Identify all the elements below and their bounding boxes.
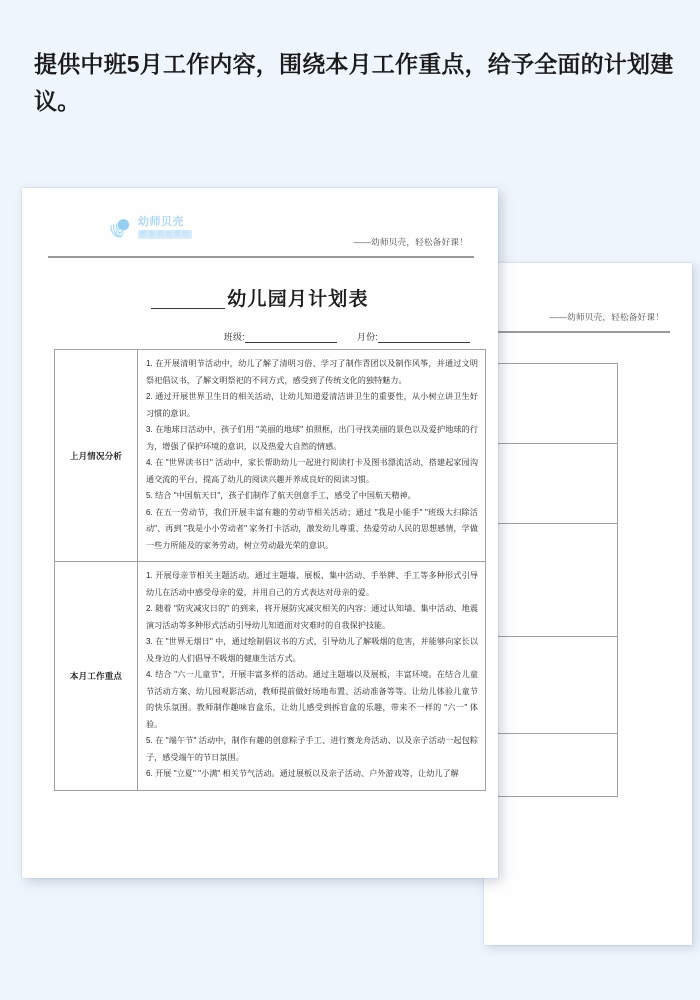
back-row-body	[484, 524, 618, 637]
month-input-blank[interactable]	[378, 332, 470, 343]
class-input-blank[interactable]	[245, 332, 337, 343]
list-item	[484, 709, 610, 726]
title-blank-underline	[151, 288, 225, 309]
list-item	[484, 530, 610, 547]
table-row	[484, 733, 618, 797]
header-rule	[48, 256, 474, 258]
list-item: 2. 通过开展世界卫生日的相关活动，让幼儿知道爱清洁讲卫生的重要性，从小树立讲卫生好习惯的意识。	[146, 392, 478, 418]
letterhead	[46, 206, 474, 262]
document-title-row	[22, 288, 498, 309]
list-item	[484, 756, 610, 773]
row-label-this-month-focus: 本月工作重点	[55, 562, 138, 791]
document-meta-row	[46, 330, 470, 343]
list-item	[484, 387, 610, 404]
prompt-heading: 提供中班5月工作内容，围绕本月工作重点，给予全面的计划建议。	[34, 51, 674, 115]
back-item-list	[484, 450, 610, 516]
list-item	[484, 613, 610, 630]
list-item: 4. 结合 "六一儿童节"，开展丰富多样的活动。通过主题墙以及展板，丰富环境。在结合儿童节活动方案、幼儿园观影活动，教师提前做好场地布置、活动准备等等。让幼儿体验儿童节的快乐氛围。教师制作趣味盲盒乐，让幼儿感受到拆盲盒的乐趣，带来不一样的 "六一" 体验。	[146, 670, 478, 729]
list-item	[484, 676, 610, 693]
list-item	[484, 740, 610, 757]
table-row	[484, 364, 618, 444]
list-item	[484, 580, 610, 597]
table-row	[484, 637, 618, 734]
table-row	[484, 444, 618, 524]
list-item: 5. 在 "端午节" 活动中，制作有趣的创意粽子手工、进行赛龙舟活动、以及亲子活动一起包粽子，感受端午的节日氛围。	[146, 736, 478, 762]
list-item	[484, 450, 610, 467]
back-page-content	[484, 263, 692, 945]
list-item: 6. 在五一劳动节，我们开展丰富有趣的劳动节相关活动；通过 "我是小能手" "班级大扫除活动"、再到 "我是小小劳动者" 家务打卡活动，激发幼儿尊重、热爱劳动人民的思想感情，学做一些力所能及的家务劳动，树立劳动最光荣的意识。	[146, 507, 478, 550]
list-item: 4. 在 "世界读书日" 活动中，家长帮助幼儿一起进行阅读打卡及图书漂流活动，搭建起家园沟通交流的平台，提高了幼儿的阅读兴趣并养成良好的阅读习惯。	[146, 458, 478, 484]
plan-table	[54, 349, 486, 791]
list-item	[484, 773, 610, 790]
item-list	[146, 356, 478, 554]
back-letterhead	[484, 281, 670, 337]
row-label-last-month-analysis: 上月情况分析	[55, 350, 138, 562]
list-item	[484, 547, 610, 564]
back-row-body	[484, 444, 618, 524]
month-field	[357, 330, 470, 343]
list-item: 3. 在 "世界无烟日" 中，通过绘制倡议书的方式，引导幼儿了解吸烟的危害，并能够向家长以及身边的人们倡导不吸烟的健康生活方式。	[146, 637, 478, 663]
list-item	[484, 420, 610, 437]
page-title: 幼儿园月计划表	[227, 289, 369, 310]
list-item: 1. 开展母亲节相关主题活动。通过主题墙、展板、集中活动、手举牌、手工等多种形式引导幼儿在活动中感受母亲的爱，并用自己的方式表达对母亲的爱。	[146, 571, 478, 597]
brand-name: 幼师贝壳	[138, 216, 184, 228]
table-row	[55, 350, 486, 562]
list-item: 5. 结合 "中国航天日"，孩子们制作了航天创意手工，感受了中国航天精神。	[146, 491, 416, 500]
back-slogan: ——幼师贝壳，轻松备好课！	[549, 312, 664, 322]
list-item	[484, 483, 610, 500]
back-row-body	[484, 364, 618, 444]
back-row-body	[484, 733, 618, 797]
document-page-front[interactable]	[22, 188, 498, 878]
brand-logo	[108, 215, 192, 241]
list-item: 3. 在地球日活动中，孩子们用 "美丽的地球" 拍照框，出门寻找美丽的景色以及爱护地球的行为，增强了保护环境的意识，以及热爱大自然的情感。	[146, 425, 478, 451]
brand-wordmark	[138, 217, 192, 239]
list-item	[484, 660, 610, 677]
list-item	[484, 596, 610, 613]
table-row	[484, 524, 618, 637]
document-page-back[interactable]	[484, 263, 692, 945]
row-body-this-month-focus	[138, 562, 486, 791]
back-item-list	[484, 740, 610, 790]
list-item: 6. 开展 "立夏" "小满" 相关节气活动。通过展板以及亲子活动、户外游戏等，让幼儿了解	[146, 769, 459, 778]
class-label: 班级:	[223, 332, 245, 342]
list-item: 2. 随着 "防灾减灾日的" 的到来，将开展防灾减灾相关的内容；通过认知墙、集中活动、地震演习活动等多种形式活动引导幼儿知道面对灾难时的自我保护技能。	[146, 604, 478, 630]
brand-tagline: 教案活动课程	[140, 231, 191, 238]
month-label: 月份:	[356, 332, 378, 342]
shell-logo-icon	[108, 215, 134, 241]
back-plan-table	[484, 363, 618, 797]
back-row-body	[484, 637, 618, 734]
back-item-list	[484, 643, 610, 726]
class-field	[224, 330, 357, 343]
back-item-list	[484, 530, 610, 629]
list-item	[484, 467, 610, 484]
item-list	[146, 568, 478, 783]
list-item: 1. 在开展清明节活动中，幼儿了解了清明习俗、学习了制作青团以及制作风筝，并通过文明祭祀倡议书，了解文明祭祀的不同方式，感受到了传统文化的独特魅力。	[146, 359, 478, 385]
table-row	[55, 562, 486, 791]
back-item-list	[484, 370, 610, 436]
list-item	[484, 563, 610, 580]
list-item	[484, 403, 610, 420]
list-item	[484, 643, 610, 660]
row-body-last-month-analysis	[138, 350, 486, 562]
document-slogan: ——幼师贝壳，轻松备好课！	[353, 237, 468, 247]
list-item	[484, 370, 610, 387]
list-item	[484, 500, 610, 517]
back-header-rule	[484, 331, 670, 333]
list-item	[484, 693, 610, 710]
